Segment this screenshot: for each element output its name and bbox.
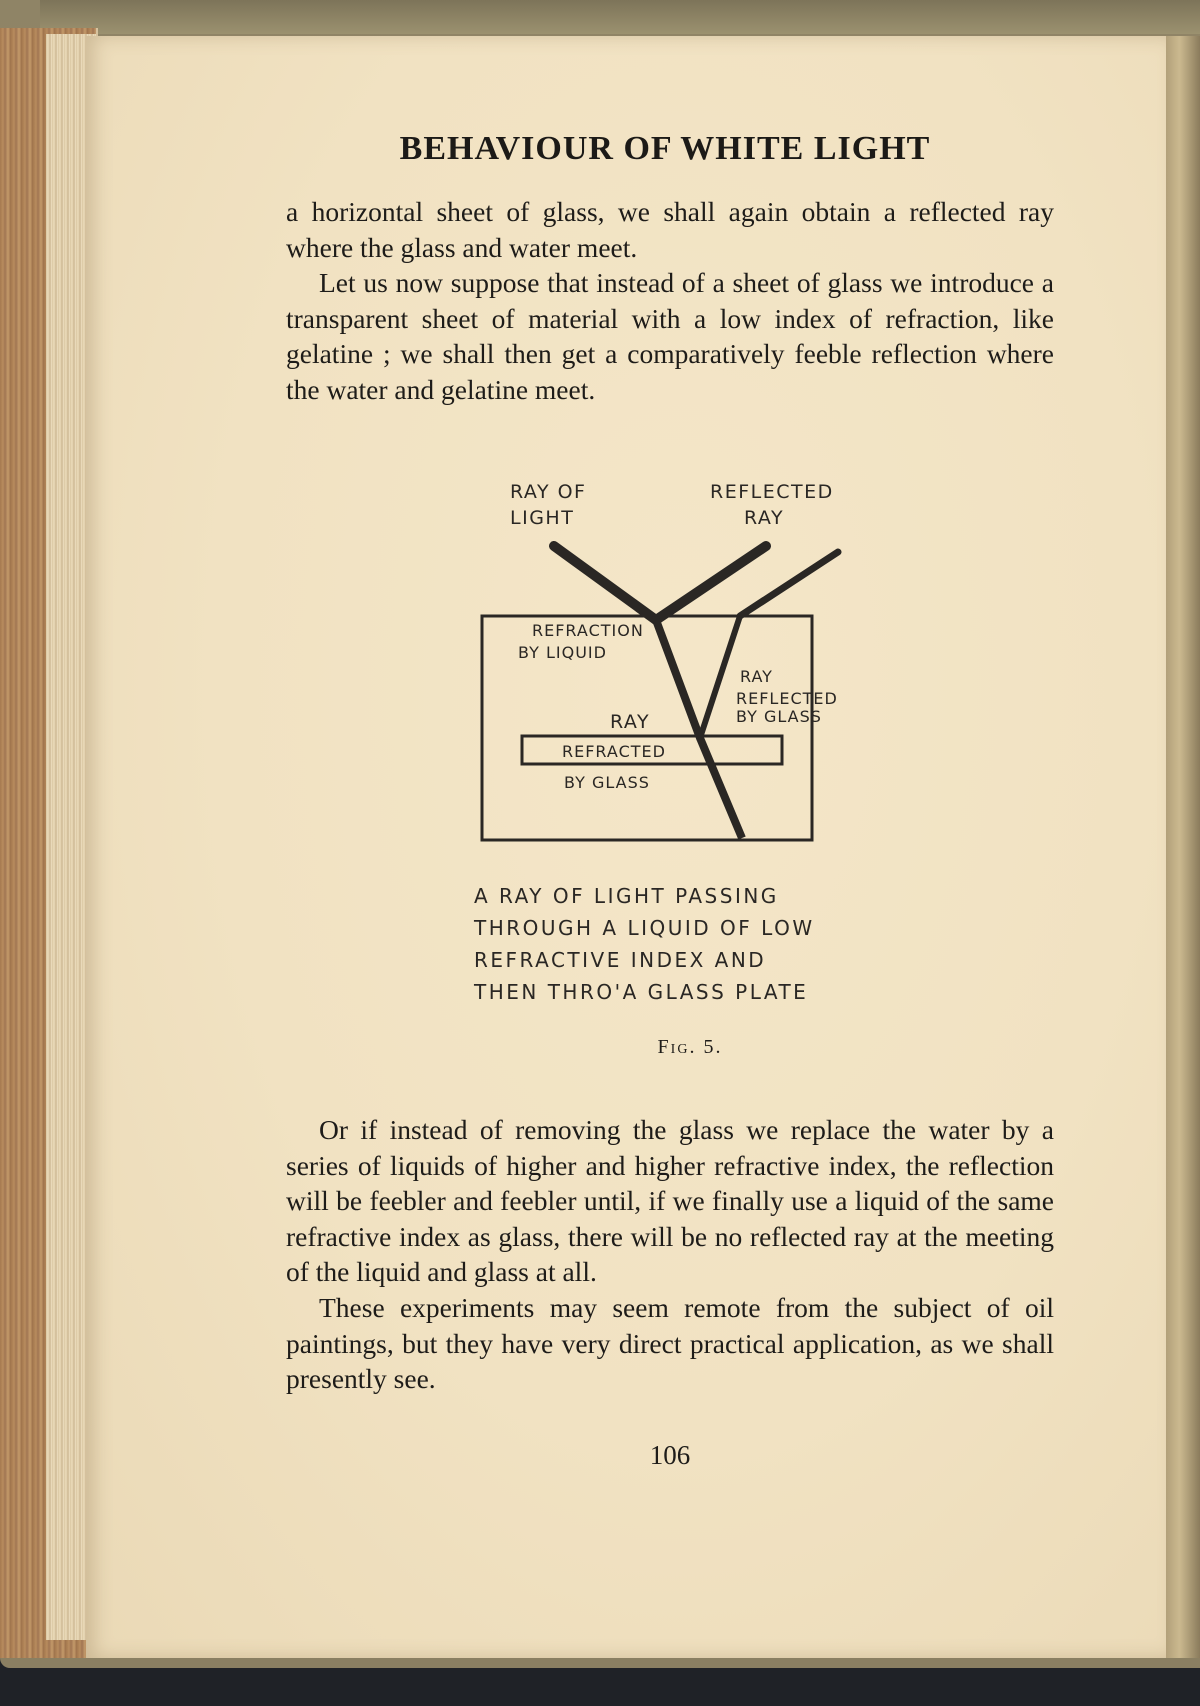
body-text-bottom bbox=[286, 1112, 1054, 1397]
paragraph-gelatine: Let us now suppose that instead of a sheet of glass we introduce a transparent sheet of material with a low index of refraction, like gelatine ; we shall then get a comparatively feeble reflection where the water and gelatine meet. bbox=[286, 267, 1054, 405]
caption-line: THROUGH A LIQUID OF LOW bbox=[474, 916, 815, 940]
label-ray-of-light-1: RAY OF bbox=[510, 481, 587, 503]
figure-caption bbox=[474, 880, 894, 1008]
paragraph-experiments: These experiments may seem remote from the subject of oil paintings, but they have very direct practical application, as we shall presently see. bbox=[286, 1291, 1054, 1395]
body-text-top bbox=[286, 194, 1054, 408]
label-reflected-ray-2: RAY bbox=[744, 507, 785, 529]
figure-5-diagram bbox=[470, 470, 890, 890]
refracted-ray-liquid bbox=[656, 620, 700, 738]
label-ray-reflected-glass-3: BY GLASS bbox=[736, 707, 822, 726]
incident-ray bbox=[554, 546, 656, 620]
label-ray-of-light-2: LIGHT bbox=[510, 507, 575, 529]
caption-line: A RAY OF LIGHT PASSING bbox=[474, 884, 779, 908]
label-ray-reflected-glass-2: REFLECTED bbox=[736, 689, 838, 708]
paragraph-continuation: a horizontal sheet of glass, we shall again obtain a reflected ray where the glass and water meet. bbox=[286, 196, 1054, 263]
label-reflected-ray-1: REFLECTED bbox=[710, 481, 834, 503]
book-cover-top bbox=[40, 0, 1200, 34]
reflected-ray-glass bbox=[700, 616, 740, 738]
page-number: 106 bbox=[649, 1440, 691, 1470]
label-refraction-liquid-2: BY LIQUID bbox=[518, 643, 607, 662]
refracted-ray-glass bbox=[700, 738, 742, 838]
label-ray-refracted-glass-3: BY GLASS bbox=[564, 773, 650, 792]
label-ray-refracted-glass-1: RAY bbox=[610, 711, 651, 733]
page-right-edge bbox=[1166, 36, 1200, 1658]
caption-line: REFRACTIVE INDEX AND bbox=[474, 948, 767, 972]
caption-line: THEN THRO'A GLASS PLATE bbox=[474, 980, 809, 1004]
paragraph-liquids: Or if instead of removing the glass we replace the water by a series of liquids of higher and higher refractive index, the reflection will be feebler and feebler until, if we finally use a liquid of the same refractive index as glass, there will be no reflected ray at the meeting of the liquid and glass at all. bbox=[286, 1114, 1054, 1288]
label-ray-refracted-glass-2: REFRACTED bbox=[562, 742, 666, 761]
label-ray-reflected-glass-1: RAY bbox=[740, 667, 773, 686]
label-refraction-liquid-1: REFRACTION bbox=[532, 621, 644, 640]
reflected-ray-glass-exit bbox=[740, 552, 838, 616]
figure-label: Fig. 5. bbox=[657, 1036, 723, 1058]
running-header: BEHAVIOUR OF WHITE LIGHT bbox=[399, 130, 931, 167]
